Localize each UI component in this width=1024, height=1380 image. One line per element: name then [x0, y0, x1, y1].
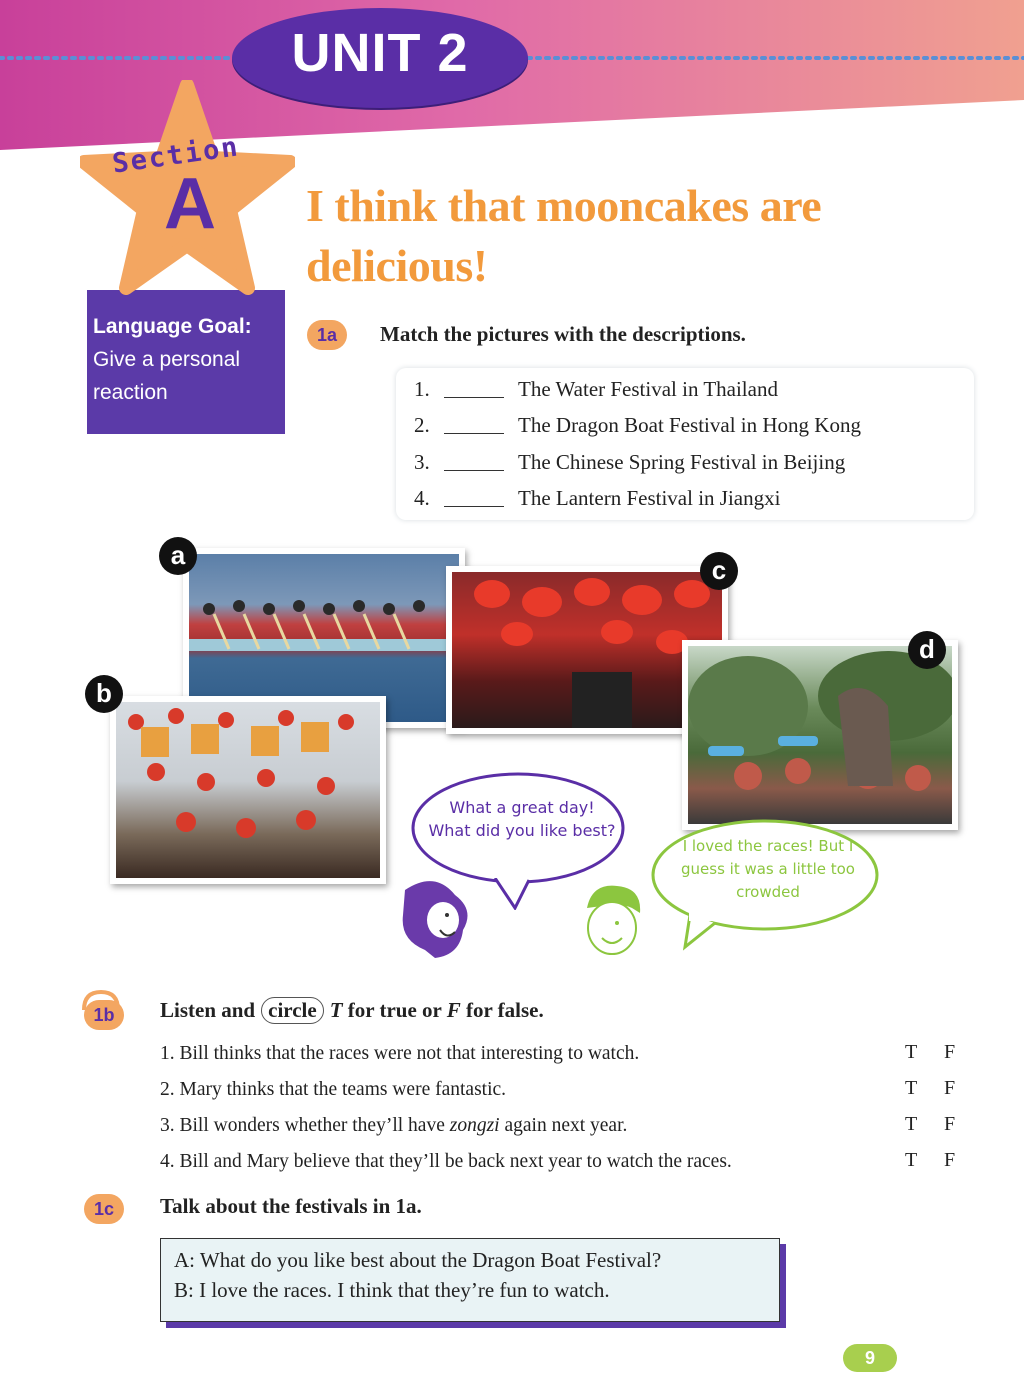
statement-row: 1. Bill thinks that the races were not that interesting to watch. — [160, 1043, 640, 1064]
answer-blank[interactable] — [444, 381, 504, 398]
dialog-line-b: B: I love the races. I think that they’re fun to watch. — [174, 1278, 610, 1302]
dialog-line-a: A: What do you like best about the Dragon Boat Festival? — [174, 1248, 662, 1272]
exercise-1c-badge: 1c — [84, 1194, 124, 1224]
speech-text-left: What a great day! What did you like best? — [428, 798, 616, 840]
lantern-street-illustration — [116, 702, 380, 878]
true-option[interactable]: T — [905, 1077, 918, 1099]
green-character-icon — [572, 878, 652, 963]
true-option[interactable]: T — [905, 1041, 918, 1063]
false-option[interactable]: F — [944, 1113, 956, 1135]
true-option[interactable]: T — [905, 1149, 918, 1171]
answer-blank[interactable] — [444, 417, 504, 434]
true-option[interactable]: T — [905, 1113, 918, 1135]
circle-word: circle — [261, 997, 324, 1024]
match-item: 4. The Lantern Festival in Jiangxi — [414, 485, 781, 510]
false-option[interactable]: F — [944, 1149, 956, 1171]
match-item: 3. The Chinese Spring Festival in Beijing — [414, 449, 846, 474]
exercise-1a-instruction: Match the pictures with the descriptions. — [380, 322, 746, 346]
water-festival-illustration — [688, 646, 952, 824]
purple-character-icon — [385, 870, 480, 965]
answer-blank[interactable] — [444, 454, 504, 471]
statement-row: 3. Bill wonders whether they’ll have zongzi again next year. — [160, 1115, 628, 1136]
speech-text-right: I loved the races! But I guess it was a little too crowded — [681, 837, 855, 901]
exercise-1b-badge: 1b — [84, 1000, 124, 1030]
language-goal — [93, 310, 283, 409]
section-letter: A — [164, 164, 216, 244]
photo-water-festival — [682, 640, 958, 830]
exercise-1b-instruction: Listen and circle T for true or F for false. — [160, 998, 544, 1022]
instruction-post: T for true or F for false. — [329, 998, 544, 1022]
photo-label-b: b — [85, 675, 123, 713]
photo-label-a: a — [159, 537, 197, 575]
photo-lantern-festival — [110, 696, 386, 884]
exercise-1a-badge: 1a — [307, 320, 347, 350]
unit-title: UNIT 2 — [291, 23, 469, 83]
language-goal-title: Language Goal: — [93, 315, 252, 338]
photo-label-c: c — [700, 552, 738, 590]
exercise-1c-instruction: Talk about the festivals in 1a. — [160, 1194, 422, 1218]
statement-row: 2. Mary thinks that the teams were fantastic. — [160, 1079, 507, 1100]
statement-row: 4. Bill and Mary believe that they’ll be back next year to watch the races. — [160, 1151, 732, 1172]
answer-blank[interactable] — [444, 490, 504, 507]
photo-label-d: d — [908, 631, 946, 669]
page-number: 9 — [843, 1344, 897, 1372]
false-option[interactable]: F — [944, 1041, 956, 1063]
lesson-title: I think that mooncakes are delicious! — [306, 180, 822, 291]
match-item: 2. The Dragon Boat Festival in Hong Kong — [414, 412, 861, 437]
match-item: 1. The Water Festival in Thailand — [414, 376, 778, 401]
language-goal-text: Give a personal reaction — [93, 348, 241, 404]
false-option[interactable]: F — [944, 1077, 956, 1099]
section-label: Section — [110, 131, 242, 180]
